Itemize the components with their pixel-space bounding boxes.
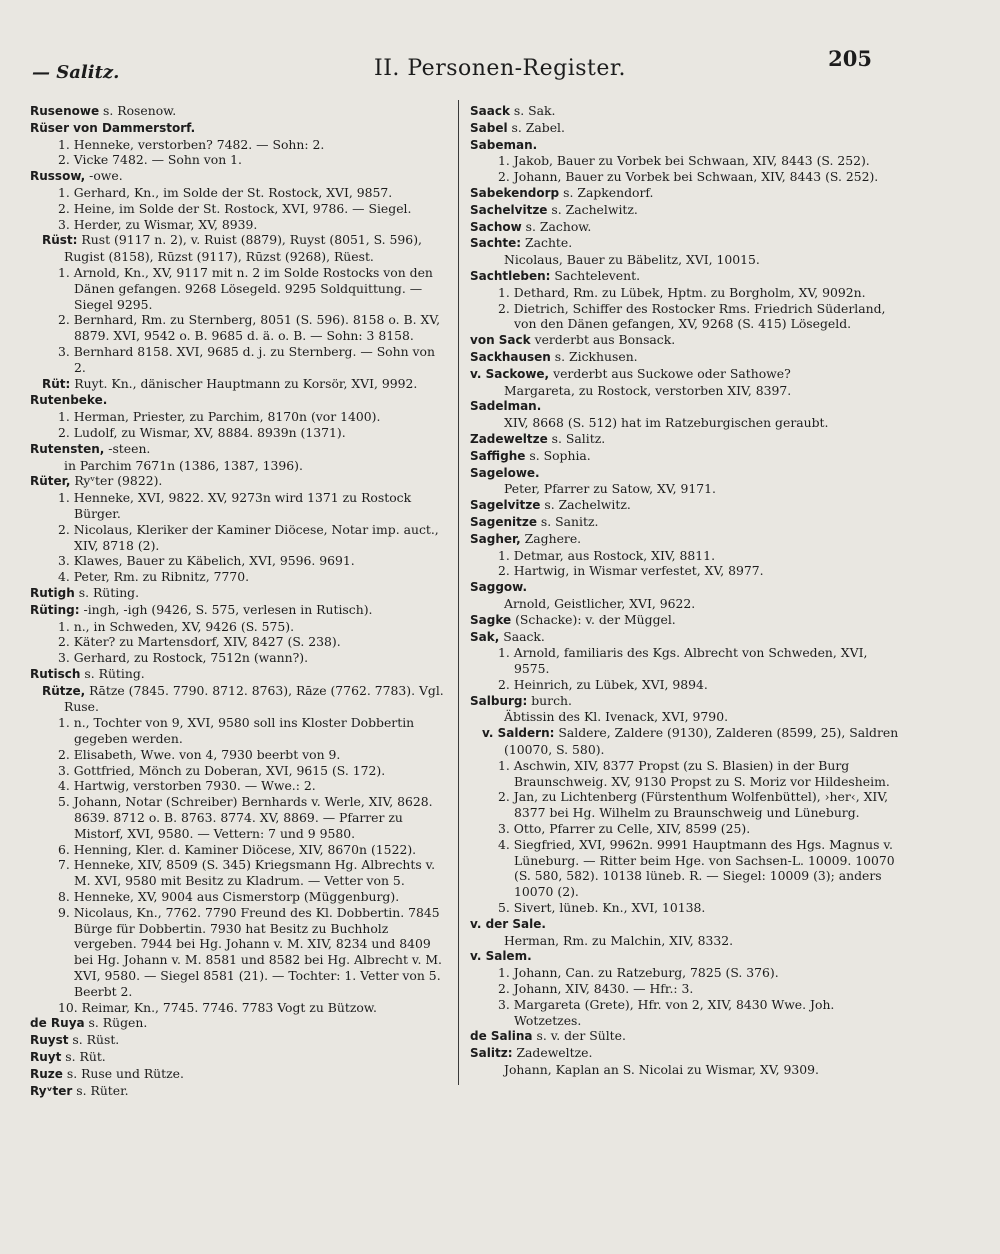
sub-entry: 2. Bernhard, Rm. zu Sternberg, 8051 (S. 596). 8158 o. B. XV, 8879. XVI, 9542 o. B. 9685 d. ä. o. B. — Sohn: 3 8158. xyxy=(58,312,441,344)
index-entry xyxy=(30,1015,448,1032)
entry-headword: Sabeman. xyxy=(470,137,538,152)
index-entry xyxy=(470,366,902,383)
entry-headword: Ruze xyxy=(30,1066,63,1081)
entry-text: -ingh, -igh (9426, S. 575, verlesen in Rutisch). xyxy=(79,601,373,617)
entry-headword: Sadelman. xyxy=(470,399,542,414)
entry-text: s. Rügen. xyxy=(84,1015,148,1031)
index-entry xyxy=(470,916,902,933)
entry-headword: v. Saldern: xyxy=(482,726,555,741)
index-entry xyxy=(30,1083,448,1100)
index-entry xyxy=(470,332,902,349)
entry-headword: Sabel xyxy=(470,120,508,135)
index-entry xyxy=(470,693,902,710)
page-number: 205 xyxy=(828,46,872,71)
entry-headword: Zadeweltze xyxy=(470,431,548,446)
entry-headword: Salitz: xyxy=(470,1046,513,1061)
index-entry xyxy=(470,531,902,548)
index-entry xyxy=(30,392,448,409)
entry-text: s. Rüting. xyxy=(80,665,145,681)
entry-text: s. Rüting. xyxy=(74,584,140,600)
entry-headword: Ryᵛter xyxy=(30,1083,73,1098)
entry-headword: Saack xyxy=(470,104,510,118)
index-entry xyxy=(30,666,448,683)
entry-text: -owe. xyxy=(85,168,123,184)
index-entry xyxy=(470,185,902,202)
entry-headword: Sagenitze xyxy=(470,514,537,529)
entry-continuation: Nicolaus, Bauer zu Bäbelitz, XVI, 10015. xyxy=(504,252,760,268)
entry-text: Saldere, Zaldere (9130), Zalderen (8599, 25), Saldren (10070, S. 580). xyxy=(504,725,899,758)
entry-headword: Rüt: xyxy=(42,376,71,391)
entry-headword: Rütze, xyxy=(42,683,86,698)
index-entry xyxy=(470,268,902,285)
entry-text: Zachte. xyxy=(521,235,573,251)
sub-entry: 1. Jakob, Bauer zu Vorbek bei Schwaan, XIV, 8443 (S. 252). xyxy=(498,153,870,169)
running-head-left: — Salitz. xyxy=(32,62,120,83)
entry-continuation: Arnold, Geistlicher, XVI, 9622. xyxy=(504,595,696,611)
entry-continuation: Herman, Rm. zu Malchin, XIV, 8332. xyxy=(504,932,734,948)
sub-entry: 1. n., in Schweden, XV, 9426 (S. 575). xyxy=(58,618,295,634)
entry-text: s. Zapkendorf. xyxy=(559,184,654,200)
entry-text: s. Rüt. xyxy=(61,1049,106,1065)
index-entry xyxy=(30,441,448,458)
index-entry xyxy=(470,465,902,482)
entry-text: s. Zachelwitz. xyxy=(547,201,638,217)
sub-entry: 2. Heine, im Solde der St. Rostock, XVI, 9786. — Siegel. xyxy=(58,200,412,216)
index-entry xyxy=(470,948,902,965)
entry-headword: Ruyt xyxy=(30,1050,62,1065)
index-entry xyxy=(470,219,902,236)
entry-text: Ruyt. Kn., dänischer Hauptmann zu Korsör, XVI, 9992. xyxy=(70,375,418,391)
entry-text: s. Salitz. xyxy=(547,430,606,446)
entry-headword: Sachte: xyxy=(470,236,522,251)
entry-headword: Rüst: xyxy=(42,233,78,248)
entry-text: s. Rüst. xyxy=(68,1032,120,1048)
right-column xyxy=(470,103,902,1078)
entry-headword: Ruyst xyxy=(30,1033,69,1048)
entry-continuation: Margareta, zu Rostock, verstorben XIV, 8397. xyxy=(504,382,792,398)
index-entry xyxy=(470,103,902,120)
sub-entry: 1. Arnold, Kn., XV, 9117 mit n. 2 im Solde Rostocks von den Dänen gefangen. 9268 Lösegeld. 9295 Soldquittung. — Siegel 9295. xyxy=(58,264,433,312)
index-entry xyxy=(30,103,448,120)
sub-entry: 10. Reimar, Kn., 7745. 7746. 7783 Vogt zu Bützow. xyxy=(58,999,377,1015)
sub-entry: 3. Klawes, Bauer zu Käbelich, XVI, 9596. 9691. xyxy=(58,553,355,569)
entry-headword: Sak, xyxy=(470,629,500,644)
page-header xyxy=(0,46,1000,86)
entry-headword: Rutensten, xyxy=(30,441,105,456)
sub-entry: 2. Käter? zu Martensdorf, XIV, 8427 (S. 238). xyxy=(58,634,341,650)
sub-entry: 6. Henning, Kler. d. Kaminer Diöcese, XIV, 8670n (1522). xyxy=(58,841,417,857)
index-entry xyxy=(470,431,902,448)
entry-text: (Schacke): v. der Müggel. xyxy=(511,611,676,627)
entry-continuation: Johann, Kaplan an S. Nicolai zu Wismar, XV, 9309. xyxy=(504,1062,819,1078)
sub-entry: 2. Dietrich, Schiffer des Rostocker Rms. Friedrich Süderland, von den Dänen gefangen, XV, 9268 (S. 415) Lösegeld. xyxy=(498,300,886,332)
entry-headword: Sagelvitze xyxy=(470,498,541,513)
index-entry xyxy=(470,120,902,137)
entry-headword: Rutigh xyxy=(30,585,75,600)
index-entry xyxy=(470,612,902,629)
index-entry xyxy=(30,1032,448,1049)
index-entry xyxy=(30,376,448,393)
entry-text: s. Zickhusen. xyxy=(550,348,638,364)
index-entry xyxy=(30,120,448,137)
entry-text: Zaghere. xyxy=(520,530,582,546)
sub-entry: 2. Jan, zu Lichtenberg (Fürstenthum Wolfenbüttel), ›her‹, XIV, 8377 bei Hg. Wilhelm zu Braunschweig und Lüneburg. xyxy=(498,789,889,821)
sub-entry: 7. Henneke, XIV, 8509 (S. 345) Kriegsmann Hg. Albrechts v. M. XVI, 9580 mit Besitz zu Kladrum. — Vetter von 5. xyxy=(58,857,436,889)
entry-headword: v. Sackowe, xyxy=(470,366,550,381)
entry-text: burch. xyxy=(527,692,572,708)
sub-entry: 1. Aschwin, XIV, 8377 Propst (zu S. Blasien) in der Burg Braunschweig. XV, 9130 Propst zu S. Moriz vor Hildesheim. xyxy=(498,757,890,789)
index-entry xyxy=(470,629,902,646)
sub-entry: 1. Dethard, Rm. zu Lübek, Hptm. zu Borgholm, XV, 9092n. xyxy=(498,284,866,300)
sub-entry: 4. Hartwig, verstorben 7930. — Wwe.: 2. xyxy=(58,778,316,794)
sub-entry: 1. Gerhard, Kn., im Solde der St. Rostock, XVI, 9857. xyxy=(58,184,393,200)
sub-entry: 1. Arnold, familiaris des Kgs. Albrecht von Schweden, XVI, 9575. xyxy=(498,645,868,677)
sub-entry: 1. n., Tochter von 9, XVI, 9580 soll ins Kloster Dobbertin gegeben werden. xyxy=(58,715,415,747)
entry-headword: Rüser von Dammerstorf. xyxy=(30,120,196,135)
sub-entry: 3. Otto, Pfarrer zu Celle, XIV, 8599 (25). xyxy=(498,821,751,837)
sub-entry: 9. Nicolaus, Kn., 7762. 7790 Freund des Kl. Dobbertin. 7845 Bürge für Dobbertin. 7930 hat Besitz zu Buchholz vergeben. 7944 bei Hg. Johann v. M. XIV, 8234 und 8409 bei Hg. Johann v. M. 8581 und 8582 bei Hg. Albrecht v. M. XVI, 9580. — Siegel 8581 (21). — Tochter: 1. Vetter von 5. Beerbt 2. xyxy=(58,904,442,999)
sub-entry: 3. Bernhard 8158. XVI, 9685 d. j. zu Sternberg. — Sohn von 2. xyxy=(58,343,435,375)
entry-text: s. Zachelwitz. xyxy=(540,497,631,513)
index-entry xyxy=(470,137,902,154)
entry-text: s. Sophia. xyxy=(525,447,591,463)
sub-entry: 4. Peter, Rm. zu Ribnitz, 7770. xyxy=(58,569,250,585)
entry-headword: Sabekendorp xyxy=(470,185,560,200)
entry-headword: Sagher, xyxy=(470,531,521,546)
sub-entry: 4. Siegfried, XVI, 9962n. 9991 Hauptmann des Hgs. Magnus v. Lüneburg. — Ritter beim Hge. von Sachsen-L. 10009. 10070 (S. 580, 582). 10138 lüneb. R. — Siegel: 10009 (3); anders 10070 (2). xyxy=(498,836,895,900)
sub-entry: 2. Johann, XIV, 8430. — Hfr.: 3. xyxy=(498,981,694,997)
sub-entry: 5. Johann, Notar (Schreiber) Bernhards v. Werle, XIV, 8628. 8639. 8712 o. B. 8763. 8774. XV, 8869. — Pfarrer zu Mistorf, XVI, 9580. — Vettern: 7 und 9 9580. xyxy=(58,794,433,841)
index-entry xyxy=(470,725,902,758)
sub-entry: 1. Detmar, aus Rostock, XIV, 8811. xyxy=(498,547,716,563)
sub-entry: 1. Herman, Priester, zu Parchim, 8170n (vor 1400). xyxy=(58,409,381,425)
entry-continuation: Peter, Pfarrer zu Satow, XV, 9171. xyxy=(504,481,716,497)
sub-entry: 8. Henneke, XV, 9004 aus Cismerstorp (Müggenburg). xyxy=(58,889,400,905)
running-head-title: II. Personen-Register. xyxy=(374,56,626,81)
index-entry xyxy=(470,1045,902,1062)
entry-headword: de Ruya xyxy=(30,1016,85,1031)
index-entry xyxy=(30,683,448,716)
sub-entry: 2. Johann, Bauer zu Vorbek bei Schwaan, XIV, 8443 (S. 252). xyxy=(498,169,879,185)
index-entry xyxy=(470,1028,902,1045)
index-entry xyxy=(470,514,902,531)
sub-entry: 3. Gerhard, zu Rostock, 7512n (wann?). xyxy=(58,650,309,666)
sub-entry: 2. Ludolf, zu Wismar, XV, 8884. 8939n (1371). xyxy=(58,424,346,440)
entry-text: Saack. xyxy=(499,628,545,644)
sub-entry: 2. Heinrich, zu Lübek, XVI, 9894. xyxy=(498,676,708,692)
entry-headword: Sachelvitze xyxy=(470,202,548,217)
entry-text: s. v. der Sülte. xyxy=(532,1028,626,1044)
entry-headword: Russow, xyxy=(30,169,86,184)
entry-text: verderbt aus Suckowe oder Sathowe? xyxy=(549,365,791,381)
entry-headword: de Salina xyxy=(470,1029,533,1044)
index-entry xyxy=(470,202,902,219)
entry-text: s. Zachow. xyxy=(521,218,592,234)
index-entry xyxy=(470,448,902,465)
entry-text: Rātze (7845. 7790. 8712. 8763), Rāze (7762. 7783). Vgl. Ruse. xyxy=(64,682,444,715)
sub-entry: 1. Henneke, verstorben? 7482. — Sohn: 2. xyxy=(58,136,325,152)
sub-entry: 1. Johann, Can. zu Ratzeburg, 7825 (S. 376). xyxy=(498,965,779,981)
index-entry xyxy=(470,398,902,415)
sub-entry: 2. Elisabeth, Wwe. von 4, 7930 beerbt von 9. xyxy=(58,746,341,762)
entry-headword: Sachow xyxy=(470,219,522,234)
sub-entry: 2. Vicke 7482. — Sohn von 1. xyxy=(58,152,242,168)
sub-entry: 3. Herder, zu Wismar, XV, 8939. xyxy=(58,216,258,232)
entry-text: Zadeweltze. xyxy=(512,1045,593,1061)
entry-headword: Salburg: xyxy=(470,693,528,708)
entry-headword: von Sack xyxy=(470,333,531,348)
entry-text: s. Rosenow. xyxy=(99,103,177,118)
sub-entry: 2. Nicolaus, Kleriker der Kaminer Diöcese, Notar imp. auct., XIV, 8718 (2). xyxy=(58,521,439,553)
entry-text: Ryᵛter (9822). xyxy=(70,473,163,489)
index-entry xyxy=(30,1049,448,1066)
entry-text: s. Sanitz. xyxy=(536,513,599,529)
sub-entry: 2. Hartwig, in Wismar verfestet, XV, 8977. xyxy=(498,563,764,579)
entry-text: s. Ruse und Rütze. xyxy=(62,1065,184,1081)
entry-headword: Rüting: xyxy=(30,602,80,617)
index-entry xyxy=(470,349,902,366)
entry-text: Sachtelevent. xyxy=(550,267,641,283)
entry-headword: Sagelowe. xyxy=(470,465,540,480)
entry-continuation: XIV, 8668 (S. 512) hat im Ratzeburgischen geraubt. xyxy=(504,415,829,431)
entry-continuation: in Parchim 7671n (1386, 1387, 1396). xyxy=(64,457,303,473)
index-entry xyxy=(30,585,448,602)
index-entry xyxy=(30,1066,448,1083)
entry-headword: v. der Sale. xyxy=(470,916,546,931)
entry-text: verderbt aus Bonsack. xyxy=(530,332,676,348)
entry-headword: Sackhausen xyxy=(470,349,551,364)
left-column xyxy=(30,103,448,1099)
index-entry xyxy=(470,235,902,252)
index-entry xyxy=(470,579,902,596)
entry-text: s. Zabel. xyxy=(507,119,565,135)
sub-entry: 3. Gottfried, Mönch zu Doberan, XVI, 9615 (S. 172). xyxy=(58,762,386,778)
entry-continuation: Äbtissin des Kl. Ivenack, XVI, 9790. xyxy=(504,709,729,725)
column-divider xyxy=(458,100,459,1085)
entry-headword: Sachtleben: xyxy=(470,268,551,283)
entry-headword: Rutenbeke. xyxy=(30,393,108,408)
entry-headword: Rüter, xyxy=(30,474,71,489)
entry-headword: v. Salem. xyxy=(470,949,532,964)
index-entry xyxy=(30,602,448,619)
entry-text: Rust (9117 n. 2), v. Ruist (8879), Ruyst (8051, S. 596), Rugist (8158), Rūzst (9117), Rūzst (9268), Rüest. xyxy=(64,232,422,265)
sub-entry: 3. Margareta (Grete), Hfr. von 2, XIV, 8430 Wwe. Joh. Wotzetzes. xyxy=(498,996,835,1028)
entry-text: s. Rüter. xyxy=(72,1082,129,1098)
sub-entry: 5. Sivert, lüneb. Kn., XVI, 10138. xyxy=(498,900,706,916)
index-entry xyxy=(30,473,448,490)
entry-text: -steen. xyxy=(104,440,151,456)
entry-headword: Saggow. xyxy=(470,580,528,595)
entry-text: s. Sak. xyxy=(509,103,556,118)
index-entry xyxy=(30,168,448,185)
sub-entry: 1. Henneke, XVI, 9822. XV, 9273n wird 1371 zu Rostock Bürger. xyxy=(58,490,412,521)
entry-headword: Sagke xyxy=(470,612,512,627)
entry-headword: Saffighe xyxy=(470,448,526,463)
index-entry xyxy=(470,497,902,514)
entry-headword: Rusenowe xyxy=(30,104,100,118)
index-entry xyxy=(30,232,448,265)
entry-headword: Rutisch xyxy=(30,666,81,681)
